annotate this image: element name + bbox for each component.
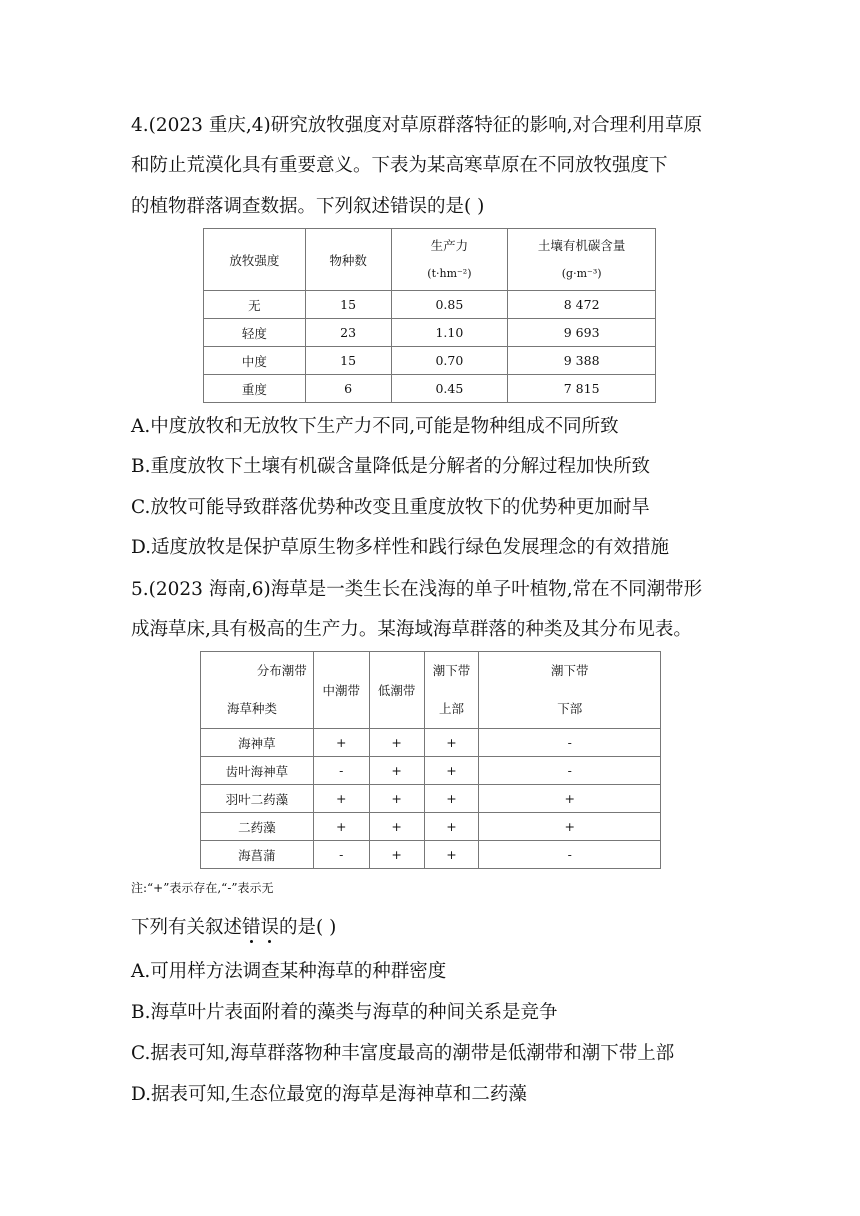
q5-question-stem [131, 914, 336, 942]
header-intensity: 放牧强度 [204, 229, 306, 291]
q4-stem-line-3: 的植物群落调查数据。下列叙述错误的是( ) [131, 196, 485, 217]
header-subtidal-upper-line-1: 潮下带 [432, 663, 471, 678]
cell-productivity: 0.45 [391, 375, 508, 403]
table-row [201, 785, 661, 813]
grazing-table-header [204, 229, 656, 291]
cell-species-name: 二药藻 [201, 813, 314, 841]
cell-species-name: 海菖蒲 [201, 841, 314, 869]
cell-carbon: 7 815 [508, 375, 656, 403]
q4-option-a: A.中度放牧和无放牧下生产力不同,可能是物种组成不同所致 [131, 416, 619, 437]
header-carbon-label: 土壤有机碳含量 [537, 237, 626, 253]
header-corner [201, 652, 314, 729]
cell-carbon: 9 388 [508, 347, 656, 375]
header-productivity [391, 229, 508, 291]
cell-upper: + [424, 813, 479, 841]
seagrass-table [200, 651, 661, 869]
cell-lower: - [479, 729, 661, 757]
cell-low: + [369, 813, 424, 841]
cell-lower: + [479, 785, 661, 813]
q4-option-d: D.适度放牧是保护草原生物多样性和践行绿色发展理念的有效措施 [131, 537, 670, 558]
cell-mid: + [313, 729, 369, 757]
seagrass-table-header [201, 652, 661, 729]
cell-intensity: 轻度 [204, 319, 306, 347]
cell-mid: + [313, 813, 369, 841]
header-productivity-label: 生产力 [430, 237, 469, 253]
cell-low: + [369, 785, 424, 813]
cell-low: + [369, 757, 424, 785]
cell-species: 15 [305, 291, 391, 319]
cell-upper: + [424, 757, 479, 785]
header-subtidal-lower [479, 652, 661, 729]
cell-species: 15 [305, 347, 391, 375]
q5-stem-line-1: 5.(2023 海南,6)海草是一类生长在浅海的单子叶植物,常在不同潮带形 [131, 579, 703, 600]
cell-species: 23 [305, 319, 391, 347]
header-corner-species: 海草种类 [227, 701, 278, 716]
cell-low: + [369, 729, 424, 757]
q5-stem-emphasis-2: 误 [260, 917, 280, 938]
cell-carbon: 9 693 [508, 319, 656, 347]
header-low-tide: 低潮带 [369, 652, 424, 729]
q5-option-a: A.可用样方法调查某种海草的种群密度 [131, 961, 447, 982]
header-productivity-unit: (t·hm⁻²) [427, 266, 472, 280]
table-row [204, 375, 656, 403]
cell-lower: + [479, 813, 661, 841]
cell-upper: + [424, 841, 479, 869]
table-row [201, 757, 661, 785]
table-row [201, 729, 661, 757]
cell-mid: - [313, 841, 369, 869]
cell-low: + [369, 841, 424, 869]
q5-option-c: C.据表可知,海草群落物种丰富度最高的潮带是低潮带和潮下带上部 [131, 1043, 675, 1064]
cell-species-name: 海神草 [201, 729, 314, 757]
header-species: 物种数 [305, 229, 391, 291]
q5-stem-emphasis-1: 错 [242, 917, 261, 938]
header-carbon [508, 229, 656, 291]
q5-stem-suffix: 的是( ) [279, 917, 337, 938]
cell-upper: + [424, 729, 479, 757]
cell-productivity: 1.10 [391, 319, 508, 347]
cell-species: 6 [305, 375, 391, 403]
table-row [201, 841, 661, 869]
table-row [204, 347, 656, 375]
cell-carbon: 8 472 [508, 291, 656, 319]
cell-lower: - [479, 841, 661, 869]
cell-intensity: 无 [204, 291, 306, 319]
q5-stem-prefix: 下列有关叙述 [131, 917, 243, 938]
q5-option-b: B.海草叶片表面附着的藻类与海草的种间关系是竞争 [131, 1002, 558, 1023]
q5-stem-line-2: 成海草床,具有极高的生产力。某海域海草群落的种类及其分布见表。 [131, 619, 692, 640]
q4-option-c: C.放牧可能导致群落优势种改变且重度放牧下的优势种更加耐旱 [131, 497, 650, 518]
q4-option-b: B.重度放牧下土壤有机碳含量降低是分解者的分解过程加快所致 [131, 456, 650, 477]
header-subtidal-lower-line-2: 下部 [557, 701, 583, 716]
cell-species-name: 羽叶二药藻 [201, 785, 314, 813]
cell-mid: - [313, 757, 369, 785]
header-subtidal-lower-line-1: 潮下带 [550, 663, 589, 678]
cell-lower: - [479, 757, 661, 785]
table-row [204, 319, 656, 347]
cell-mid: + [313, 785, 369, 813]
table-row [204, 291, 656, 319]
grazing-table [203, 228, 656, 403]
header-carbon-unit: (g·m⁻³) [561, 266, 602, 280]
cell-productivity: 0.70 [391, 347, 508, 375]
cell-upper: + [424, 785, 479, 813]
cell-species-name: 齿叶海神草 [201, 757, 314, 785]
table-note: 注:“+”表示存在,“-”表示无 [131, 881, 274, 895]
header-mid-tide: 中潮带 [313, 652, 369, 729]
q5-option-d: D.据表可知,生态位最宽的海草是海神草和二药藻 [131, 1084, 527, 1105]
table-row [201, 813, 661, 841]
header-subtidal-upper-line-2: 上部 [438, 701, 464, 716]
cell-intensity: 中度 [204, 347, 306, 375]
cell-productivity: 0.85 [391, 291, 508, 319]
header-corner-zone: 分布潮带 [256, 663, 307, 678]
q4-stem-line-2: 和防止荒漠化具有重要意义。下表为某高寒草原在不同放牧强度下 [131, 155, 668, 176]
cell-intensity: 重度 [204, 375, 306, 403]
header-subtidal-upper [424, 652, 479, 729]
q4-stem-line-1: 4.(2023 重庆,4)研究放牧强度对草原群落特征的影响,对合理利用草原 [131, 115, 703, 136]
